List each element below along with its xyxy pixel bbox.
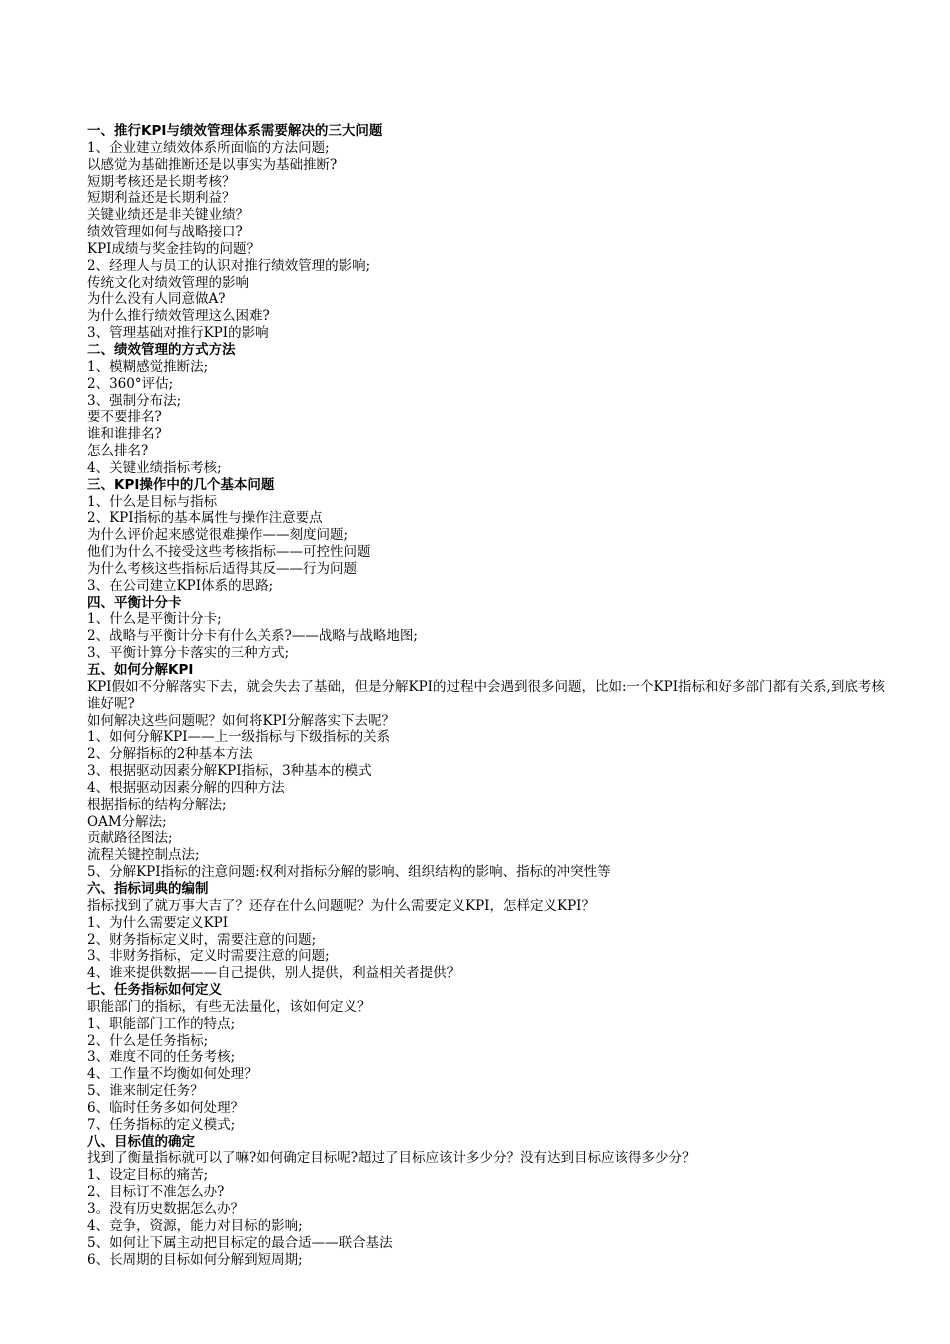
text-line: 怎么排名?: [87, 443, 149, 460]
text-line: 1、什么是平衡计分卡;: [87, 611, 222, 628]
text-line: 1、为什么需要定义KPI: [87, 914, 229, 931]
text-line: 6、长周期的目标如何分解到短周期;: [87, 1251, 303, 1268]
text-line: 传统文化对绩效管理的影响: [87, 274, 249, 291]
section-heading: 四、平衡计分卡: [87, 594, 182, 611]
text-line: 4、谁来提供数据——自己提供，别人提供，利益相关者提供？: [87, 965, 461, 982]
text-line: 1、如何分解KPI——上一级指标与下级指标的关系: [87, 729, 391, 746]
text-line: 1、职能部门工作的特点;: [87, 1015, 236, 1032]
text-line: 2、什么是任务指标;: [87, 1032, 209, 1049]
text-line: 找到了衡量指标就可以了嘛?如何确定目标呢?超过了目标应该计多少分？没有达到目标应该得多少分？: [87, 1150, 696, 1167]
text-line: 2、战略与平衡计分卡有什么关系?——战略与战略地图;: [87, 628, 418, 645]
text-line: 2、目标订不准怎么办?: [87, 1184, 225, 1201]
text-line: KPI成绩与奖金挂钩的问题？: [87, 240, 261, 257]
text-line: 2、分解指标的2种基本方法: [87, 746, 253, 763]
text-line: 为什么考核这些指标后适得其反——行为问题: [87, 560, 357, 577]
text-line: 3、强制分布法;: [87, 392, 182, 409]
document-body: [87, 123, 887, 1268]
text-line: 5、如何让下属主动把目标定的最合适——联合基法: [87, 1234, 393, 1251]
text-line: 7、任务指标的定义模式;: [87, 1116, 236, 1133]
section-heading: 七、任务指标如何定义: [87, 982, 222, 999]
text-line: 5、分解KPI指标的注意问题:权利对指标分解的影响、组织结构的影响、指标的冲突性等: [87, 864, 611, 881]
section-heading: 二、绩效管理的方式方法: [87, 341, 236, 358]
text-line: 5、谁来制定任务？: [87, 1083, 204, 1100]
text-line: 他们为什么不接受这些考核指标——可控性问题: [87, 544, 371, 561]
text-line: 以感觉为基础推断还是以事实为基础推断?: [87, 156, 338, 173]
text-line: 1、设定目标的痛苦;: [87, 1167, 209, 1184]
text-line: 1、什么是目标与指标: [87, 493, 218, 510]
text-line: 如何解决这些问题呢？如何将KPI分解落实下去呢？: [87, 712, 396, 729]
text-line: 4、根据驱动因素分解的四种方法: [87, 779, 285, 796]
section-heading: 八、目标值的确定: [87, 1133, 195, 1150]
text-line: 4、关键业绩指标考核;: [87, 459, 222, 476]
text-line: 要不要排名?: [87, 409, 162, 426]
text-line: 为什么没有人同意做A?: [87, 291, 226, 308]
section-heading: 一、推行KPI与绩效管理体系需要解决的三大问题: [87, 123, 383, 139]
text-line: 短期考核还是长期考核？: [87, 173, 236, 190]
text-line: 关键业绩还是非关键业绩？: [87, 207, 249, 224]
text-line: 为什么评价起来感觉很难操作——刻度问题;: [87, 527, 349, 544]
text-line: 2、360°评估;: [87, 375, 174, 392]
text-line: 贡献路径图法;: [87, 830, 173, 847]
text-line: KPI假如不分解落实下去，就会失去了基础，但是分解KPI的过程中会遇到很多问题，比如:一个KPI指标和好多部门都有关系,到底考核谁好呢?: [87, 678, 885, 712]
text-line: 3、平衡计算分卡落实的三种方式;: [87, 645, 290, 662]
text-line: 2、财务指标定义时，需要注意的问题;: [87, 931, 317, 948]
text-line: 为什么推行绩效管理这么困难?: [87, 308, 270, 325]
text-line: 绩效管理如何与战略接口?: [87, 224, 243, 241]
text-line: 3。没有历史数据怎么办？: [87, 1201, 245, 1217]
text-line: 1、企业建立绩效体系所面临的方法问题;: [87, 139, 330, 156]
text-line: 1、模糊感觉推断法;: [87, 358, 209, 375]
text-line: 短期利益还是长期利益？: [87, 190, 236, 207]
section-heading: 三、KPI操作中的几个基本问题: [87, 476, 275, 493]
text-line: 2、KPI指标的基本属性与操作注意要点: [87, 510, 323, 527]
text-line: 2、经理人与员工的认识对推行绩效管理的影响;: [87, 257, 371, 274]
text-line: 流程关键控制点法;: [87, 847, 200, 864]
text-line: 3、非财务指标，定义时需要注意的问题;: [87, 948, 330, 965]
text-line: 根据指标的结构分解法;: [87, 796, 227, 813]
section-heading: 六、指标词典的编制: [87, 880, 209, 897]
section-heading: 五、如何分解KPI: [87, 662, 194, 678]
text-line: 谁和谁排名?: [87, 426, 162, 443]
text-line: 3、在公司建立KPI体系的思路;: [87, 577, 274, 594]
text-line: 指标找到了就万事大吉了？还存在什么问题呢？为什么需要定义KPI，怎样定义KPI？: [87, 897, 596, 914]
text-line: 3、难度不同的任务考核;: [87, 1049, 236, 1066]
text-line: 职能部门的指标，有些无法量化，该如何定义？: [87, 998, 371, 1015]
text-line: OAM分解法;: [87, 813, 167, 830]
text-line: 3、根据驱动因素分解KPI指标，3种基本的模式: [87, 763, 372, 780]
text-line: 4、竞争，资源，能力对目标的影响;: [87, 1217, 303, 1234]
text-line: 3、管理基础对推行KPI的影响: [87, 325, 269, 342]
text-line: 4、工作量不均衡如何处理？: [87, 1066, 258, 1083]
text-line: 6、临时任务多如何处理？: [87, 1099, 245, 1116]
